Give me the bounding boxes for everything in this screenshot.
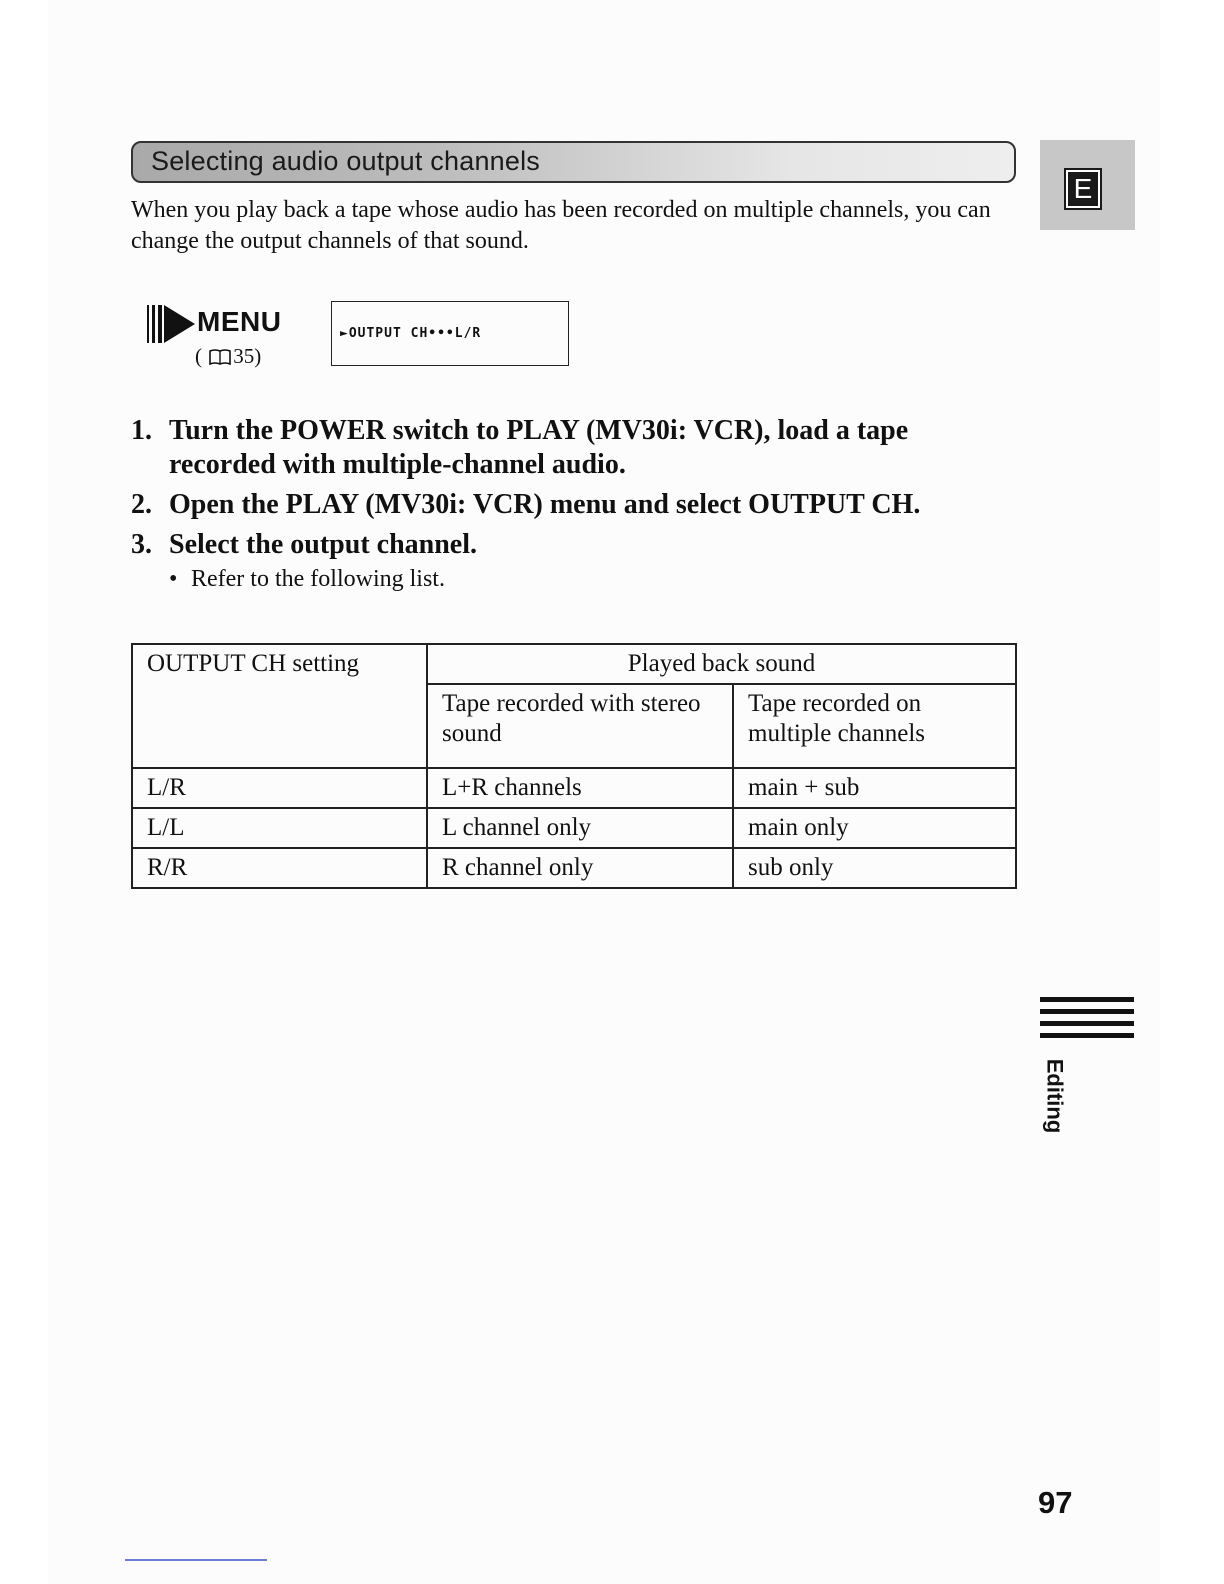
table-cell: L/R [132, 768, 427, 808]
step-text: Select the output channel. [169, 529, 477, 560]
bullet-dot-icon: • [169, 566, 178, 592]
intro-paragraph: When you play back a tape whose audio has been recorded on multiple channels, you can change the output channels of that sound. [131, 197, 991, 254]
table-cell: main only [733, 808, 1016, 848]
menu-label: MENU [197, 306, 282, 337]
language-tab [1040, 140, 1135, 230]
side-tab-label [1037, 1058, 1077, 1145]
stripe [1040, 997, 1134, 1002]
footer-rule [125, 1559, 267, 1561]
table-row [132, 768, 1016, 808]
step-item [131, 488, 1011, 522]
step-item [131, 414, 1011, 482]
step-item [131, 528, 1011, 562]
step-number: 2. [131, 489, 152, 520]
section-header-bar [131, 141, 1016, 183]
step-bullet [131, 564, 1011, 594]
table-header-cell: Tape recorded on multiple channels [733, 684, 1016, 768]
page-number: 97 [1038, 1485, 1073, 1520]
table-row [132, 808, 1016, 848]
section-title: Selecting audio output channels [151, 146, 540, 176]
steps-list [131, 414, 1011, 594]
lcd-display-box [331, 301, 569, 366]
table-cell: sub only [733, 848, 1016, 888]
step-number: 3. [131, 529, 152, 560]
table-cell: L channel only [427, 808, 733, 848]
table-group-header: Played back sound [427, 644, 1016, 684]
table-cell: R/R [132, 848, 427, 888]
bullet-text: Refer to the following list. [191, 566, 445, 592]
table-cell: L/L [132, 808, 427, 848]
menu-arrow-icon [145, 301, 197, 347]
stripe [1040, 1021, 1134, 1026]
stripe [1040, 1033, 1134, 1038]
step-text: Open the PLAY (MV30i: VCR) menu and select OUTPUT CH. [169, 489, 921, 520]
ref-page-number: 35) [233, 344, 262, 368]
stripe [1040, 1009, 1134, 1014]
table-row [132, 848, 1016, 888]
ref-open-paren: ( [195, 344, 202, 368]
book-icon [209, 348, 231, 366]
output-channel-table [131, 643, 1017, 889]
table-cell: L+R channels [427, 768, 733, 808]
step-number: 1. [131, 415, 152, 446]
menu-reference [145, 298, 315, 378]
language-tab-letter: E [1066, 170, 1100, 208]
lcd-display-text: ►OUTPUT CH•••L/R [340, 326, 482, 341]
table-header-cell: OUTPUT CH setting [132, 644, 427, 768]
step-text: Turn the POWER switch to PLAY (MV30i: VCR), load a tape recorded with multiple-channel audio. [169, 415, 909, 480]
table-header-cell: Tape recorded with stereo sound [427, 684, 733, 768]
menu-page-reference [195, 344, 261, 369]
side-tab-text: Editing [1042, 1058, 1068, 1134]
side-tab-stripes [1040, 997, 1134, 1045]
table-cell: main + sub [733, 768, 1016, 808]
table-cell: R channel only [427, 848, 733, 888]
table-header-row [132, 644, 1016, 684]
